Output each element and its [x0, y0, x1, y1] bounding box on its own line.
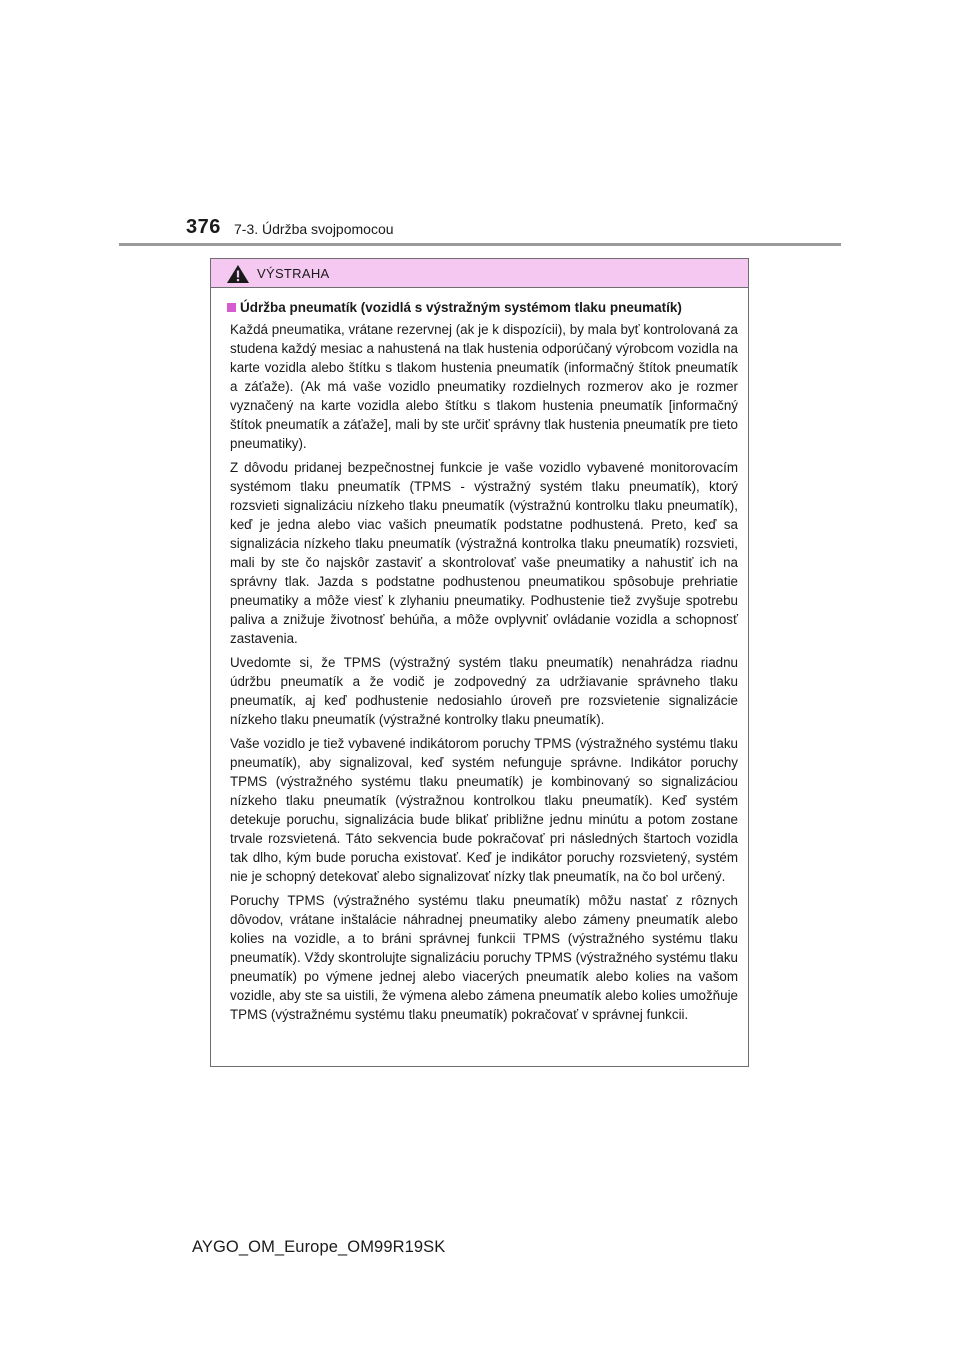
warning-header [211, 259, 748, 288]
page-number: 376 [186, 216, 221, 238]
warning-triangle-icon [226, 264, 250, 284]
warning-label: VÝSTRAHA [257, 265, 330, 281]
warning-subheading [227, 300, 738, 315]
warning-body [211, 288, 748, 1024]
document-code: AYGO_OM_Europe_OM99R19SK [192, 1238, 446, 1256]
paragraph: Poruchy TPMS (výstražného systému tlaku pneumatík) môžu nastať z rôznych dôvodov, vrátane inštalácie náhradnej pneumatiky alebo zámeny pneumatík alebo kolies na vozidle, a to bráni správnej funkcii TPMS (výstražného systému tlaku pneumatík). Vždy skontrolujte signalizáciu poruchy TPMS (výstražného systému tlaku pneumatík) po výmene jednej alebo viacerých pneumatík alebo kolies na vašom vozidle, aby ste sa uistili, že výmena alebo zámena pneumatík alebo kolies umožňuje TPMS (výstražnému systému tlaku pneumatík) pokračovať v správnej funkcii. [230, 893, 738, 1022]
warning-heading-text: Údržba pneumatík (vozidlá s výstražným systémom tlaku pneumatík) [240, 300, 682, 315]
paragraph: Každá pneumatika, vrátane rezervnej (ak je k dispozícii), by mala byť kontrolovaná za studena každý mesiac a nahustená na tlak hustenia odporúčaný výrobcom vozidla na karte vozidla alebo štítku s tlakom hustenia pneumatík (informačný štítok pneumatík a záťaže). (Ak má vaše vozidlo pneumatiky rozdielnych rozmerov ako je rozmer vyznačený na karte vozidla alebo štítku s tlakom hustenia pneumatík [informačný štítok pneumatík a záťaže], mali by ste určiť správny tlak hustenia pneumatík pre tieto pneumatiky). [230, 322, 738, 451]
square-bullet-icon [227, 303, 236, 312]
paragraph: Z dôvodu pridanej bezpečnostnej funkcie je vaše vozidlo vybavené monitorovacím systémom tlaku pneumatík (TPMS - výstražný systém tlaku pneumatík), ktorý rozsvieti signalizáciu nízkeho tlaku pneumatík (výstražnú kontrolku tlaku pneumatík), keď je jedna alebo viac vašich pneumatík podstatne podhustená. Preto, keď sa signalizácia nízkeho tlaku pneumatík (výstražná kontrolka tlaku pneumatík) rozsvieti, mali by ste čo najskôr zastaviť a skontrolovať vaše pneumatiky a nahustiť ich na správny tlak. Jazda s podstatne podhustenou pneumatikou spôsobuje prehriatie pneumatiky a môže viesť k zlyhaniu pneumatiky. Podhustenie tiež zvyšuje spotrebu paliva a znižuje životnosť behúňa, a môže ovplyvniť ovládanie vozidla a schopnosť zastavenia. [230, 460, 738, 646]
warning-box [210, 258, 749, 1067]
section-title: 7-3. Údržba svojpomocou [234, 221, 394, 237]
paragraph: Vaše vozidlo je tiež vybavené indikátorom poruchy TPMS (výstražného systému tlaku pneumatík), aby signalizoval, keď systém nefunguje správne. Indikátor poruchy TPMS (výstražného systému tlaku pneumatík) je kombinovaný so signalizáciou nízkeho tlaku pneumatík (výstražnou kontrolkou tlaku pneumatík). Keď systém detekuje poruchu, signalizácia bude blikať približne jednu minútu a potom zostane trvale rozsvietená. Táto sekvencia bude pokračovať pri následných štartoch vozidla tak dlho, kým bude porucha existovať. Keď je indikátor poruchy rozsvietený, systém nie je schopný detekovať alebo signalizovať nízky tlak pneumatík, na čo bol určený. [230, 736, 738, 884]
header-divider [119, 243, 841, 246]
paragraph: Uvedomte si, že TPMS (výstražný systém tlaku pneumatík) nenahrádza riadnu údržbu pneumatík a že vodič je zodpovedný za udržiavanie správneho tlaku pneumatík, aj keď podhustenie nedosiahlo úroveň pre rozsvietenie signalizácie nízkeho tlaku pneumatík (výstražné kontrolky tlaku pneumatík). [230, 655, 738, 727]
